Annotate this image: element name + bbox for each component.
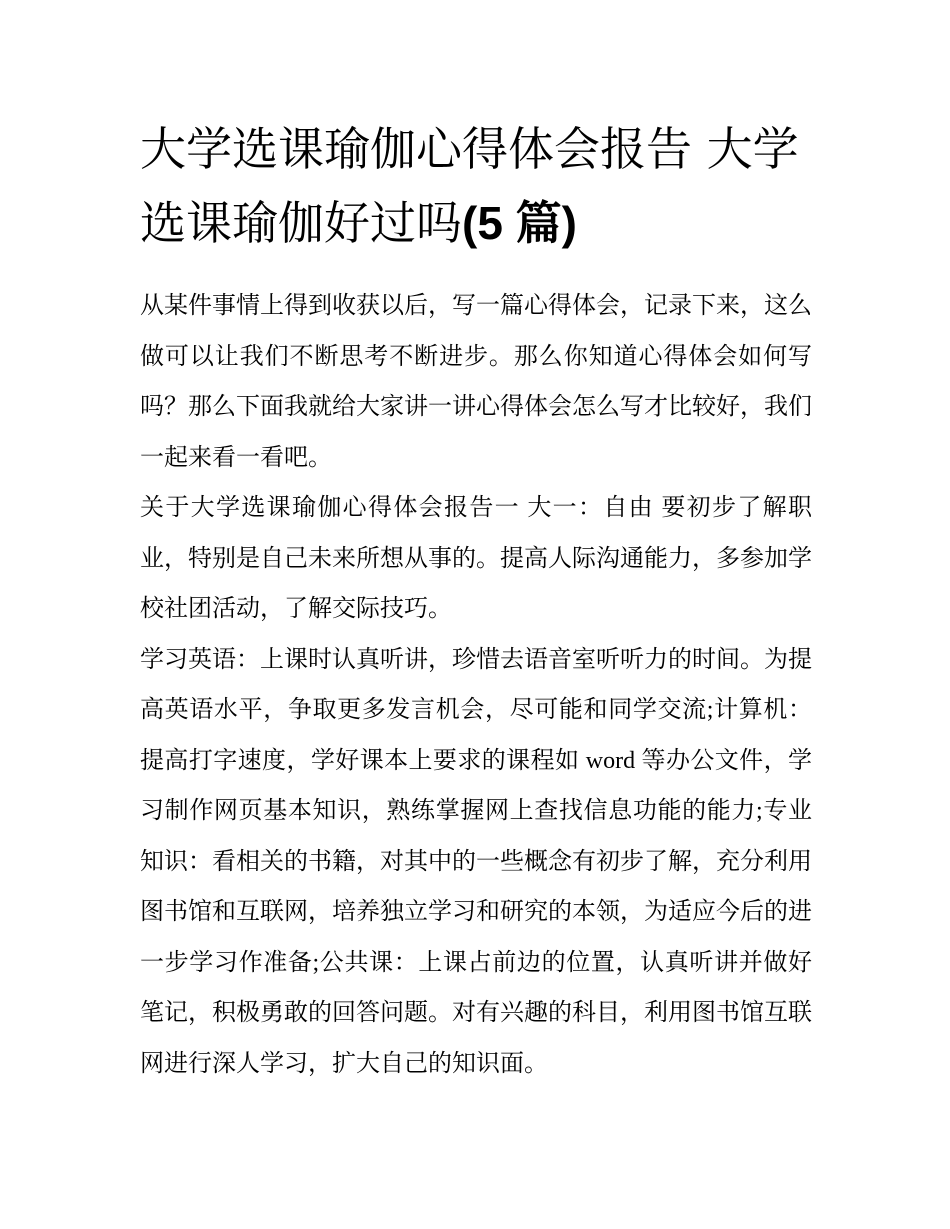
title-main-text: 大学选课瑜伽心得体会报告 大学选课瑜伽好过吗 xyxy=(140,122,799,250)
title-suffix-text: (5 篇) xyxy=(462,197,577,249)
document-title xyxy=(140,112,820,260)
paragraph-study-plan: 学习英语：上课时认真听讲，珍惜去语音室听听力的时间。为提高英语水平，争取更多发言机会，尽可能和同学交流;计算机：提高打字速度，学好课本上要求的课程如 word 等办公文件，学习制作网页基本知识，熟练掌握网上查找信息功能的能力;专业知识：看相关的书籍，对其中的一些概念有初步了解，充分利用图书馆和互联网，培养独立学习和研究的本领，为适应今后的进一步学习作准备;公共课：上课占前边的位置，认真听讲并做好笔记，积极勇敢的回答问题。对有兴趣的科目，利用图书馆互联网进行深人学习，扩大自己的知识面。 xyxy=(140,646,812,1077)
paragraph-report-one: 关于大学选课瑜伽心得体会报告一 大一：自由 要初步了解职业，特别是自己未来所想从事的。提高人际沟通能力，多参加学校社团活动，了解交际技巧。 xyxy=(140,495,812,622)
document-body xyxy=(140,281,812,1089)
paragraph-intro: 从某件事情上得到收获以后，写一篇心得体会，记录下来，这么做可以让我们不断思考不断进步。那么你知道心得体会如何写吗？那么下面我就给大家讲一讲心得体会怎么写才比较好，我们一起来看一看吧。 xyxy=(140,293,812,471)
